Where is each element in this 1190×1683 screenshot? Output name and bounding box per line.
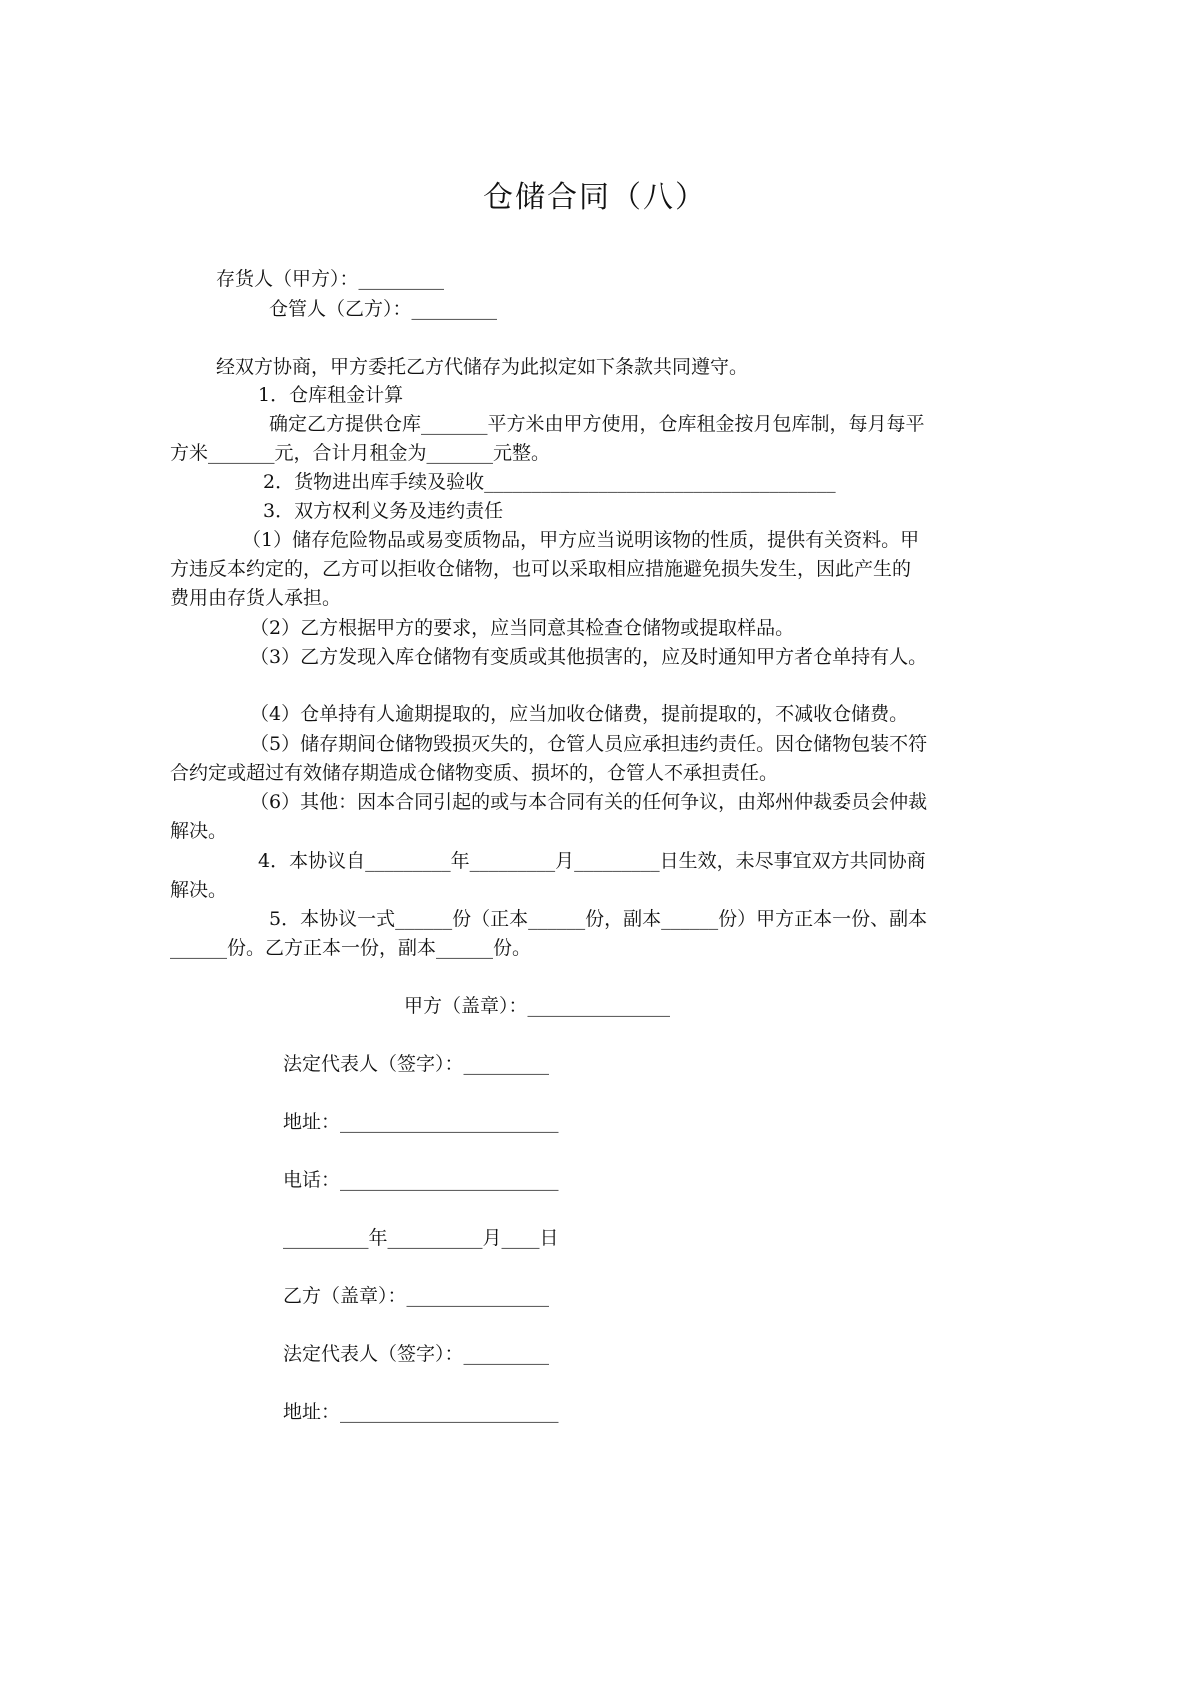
clause-1-line-2: 方米_______元，合计月租金为_______元整。 (170, 442, 551, 464)
party-b-legal-rep-line: 法定代表人（签字）：_________ (283, 1343, 550, 1365)
clause-4-line-1: 4．本协议自_________年_________月_________日生效，未尽事宜双方共同协商 (258, 850, 926, 872)
party-a-legal-rep-line: 法定代表人（签字）：_________ (283, 1053, 550, 1075)
intro-paragraph: 经双方协商，甲方委托乙方代储存为此拟定如下条款共同遵守。 (216, 356, 749, 378)
clause-1-line-1: 确定乙方提供仓库_______平方米由甲方使用，仓库租金按月包库制，每月每平 (269, 413, 925, 435)
clause-5-line-2: ______份。乙方正本一份，副本______份。 (170, 937, 532, 959)
depositor-party-line: 存货人（甲方）：_________ (216, 268, 445, 290)
item-6-line-2: 解决。 (170, 820, 228, 842)
party-b-seal-line: 乙方（盖章）：_______________ (283, 1285, 550, 1307)
item-3: （3）乙方发现入库仓储物有变质或其他损害的，应及时通知甲方者仓单持有人。 (250, 646, 928, 668)
party-a-date-line: _________年__________月____日 (283, 1227, 559, 1249)
clause-2: 2．货物进出库手续及验收_____________________________________ (263, 471, 836, 493)
item-5-line-2: 合约定或超过有效储存期造成仓储物变质、损坏的，仓管人不承担责任。 (170, 762, 779, 784)
item-5-line-1: （5）储存期间仓储物毁损灭失的，仓管人员应承担违约责任。因仓储物包装不符 (250, 733, 928, 755)
item-1-line-1: （1）储存危险物品或易变质物品，甲方应当说明该物的性质，提供有关资料。甲 (242, 529, 920, 551)
clause-1-title: 1．仓库租金计算 (258, 384, 404, 406)
party-a-address-line: 地址：_______________________ (283, 1111, 559, 1133)
party-b-address-line: 地址：_______________________ (283, 1401, 559, 1423)
clause-3-title: 3．双方权利义务及违约责任 (263, 500, 504, 522)
clause-4-line-2: 解决。 (170, 879, 228, 901)
clause-5-line-1: 5．本协议一式______份（正本______份，副本______份）甲方正本一份、副本 (269, 908, 928, 930)
party-a-seal-line: 甲方（盖章）：_______________ (404, 995, 671, 1017)
item-1-line-3: 费用由存货人承担。 (170, 587, 342, 609)
page-title: 仓储合同（八） (483, 180, 707, 215)
party-a-phone-line: 电话：_______________________ (283, 1169, 559, 1191)
keeper-party-line: 仓管人（乙方）：_________ (269, 298, 498, 320)
item-4: （4）仓单持有人逾期提取的，应当加收仓储费，提前提取的，不减收仓储费。 (250, 703, 909, 725)
item-6-line-1: （6）其他：因本合同引起的或与本合同有关的任何争议，由郑州仲裁委员会仲裁 (250, 791, 928, 813)
item-2: （2）乙方根据甲方的要求，应当同意其检查仓储物或提取样品。 (250, 617, 795, 639)
item-1-line-2: 方违反本约定的，乙方可以拒收仓储物，也可以采取相应措施避免损失发生，因此产生的 (170, 558, 912, 580)
